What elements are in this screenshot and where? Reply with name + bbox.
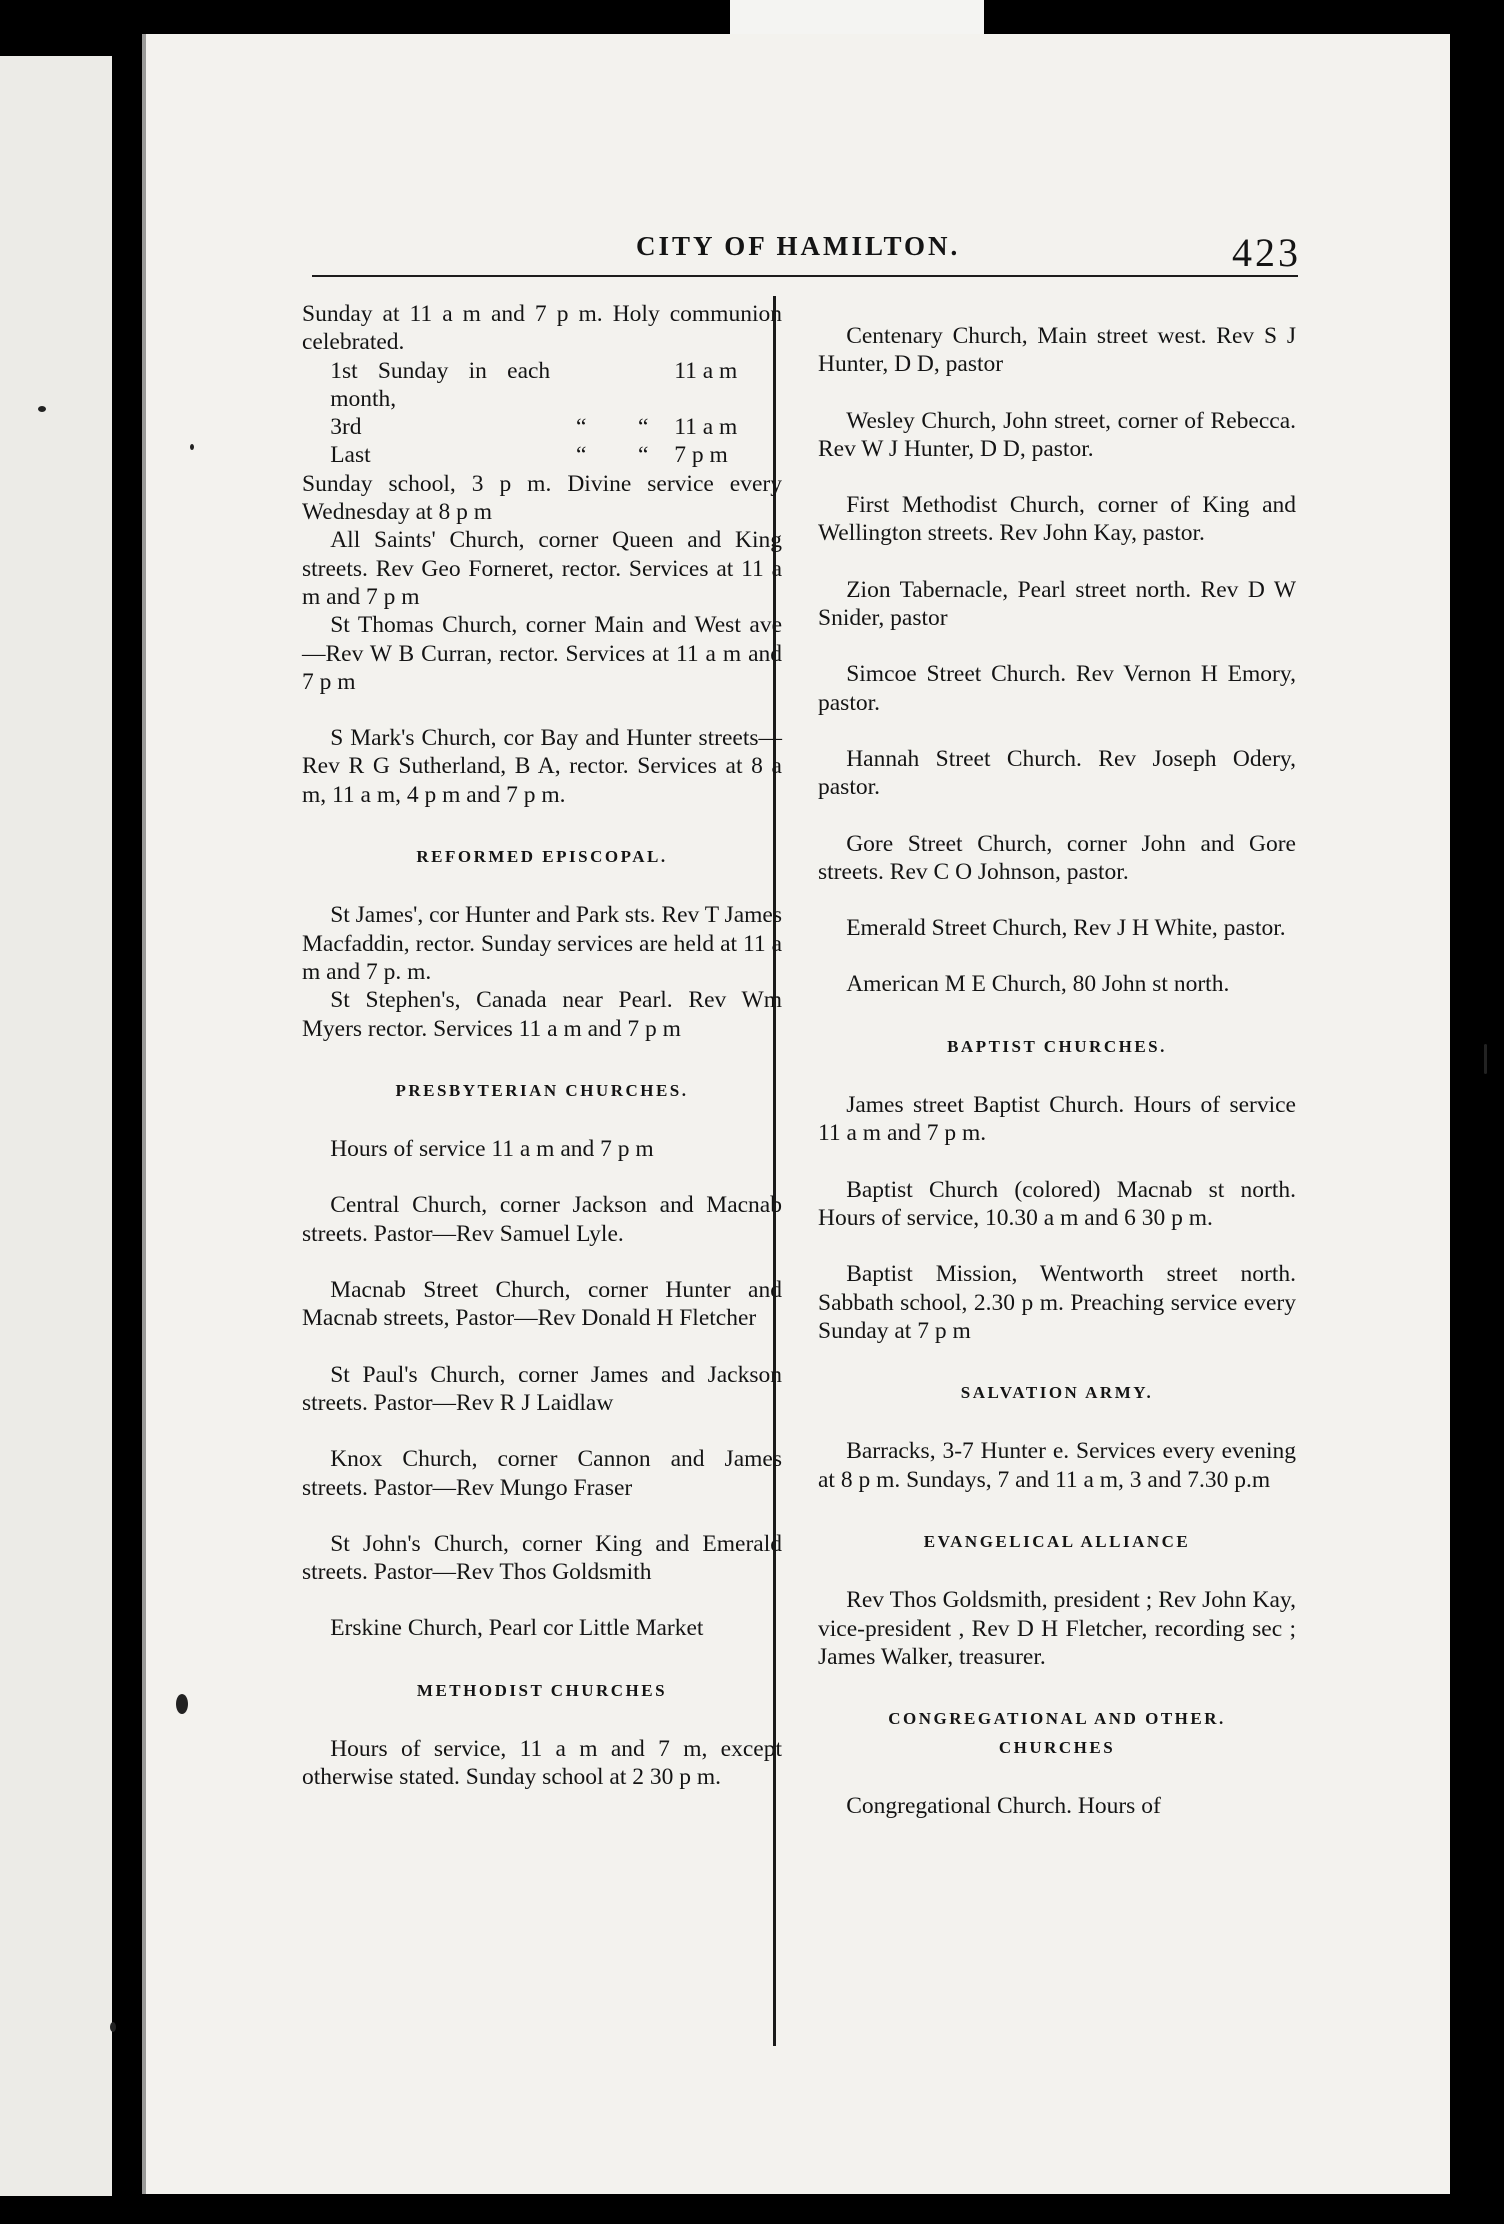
- schedule-label: 3rd: [330, 414, 362, 441]
- church-entry: St Paul's Church, corner James and Jackson streets. Pastor—Rev R J Laidlaw: [302, 1361, 782, 1416]
- church-entry: Baptist Church (colored) Macnab st north. Hours of service, 10.30 a m and 6 30 p m.: [818, 1176, 1296, 1231]
- section-heading-text: SALVATION ARMY.: [960, 1383, 1154, 1403]
- church-entry: Hannah Street Church. Rev Joseph Odery, pastor.: [818, 745, 1296, 801]
- section-heading: [818, 1033, 1296, 1061]
- section-heading-text: CONGREGATIONAL AND OTHER.: [888, 1709, 1226, 1729]
- church-entry: Baptist Mission, Wentworth street north. Sabbath school, 2.30 p m. Preaching service every Sunday at 7 p m: [818, 1261, 1296, 1344]
- church-entry: Centenary Church, Main street west. Rev S J Hunter, D D, pastor: [818, 323, 1296, 378]
- section-heading-text: CHURCHES: [998, 1737, 1116, 1757]
- section-heading: [818, 1379, 1296, 1407]
- church-entry: Zion Tabernacle, Pearl street north. Rev D W Snider, pastor: [818, 576, 1296, 632]
- officers-entry: Rev Thos Goldsmith, president ; Rev John Kay, vice-president , Rev D H Fletcher, recording sec ; James Walker, treasurer.: [818, 1587, 1296, 1670]
- church-entry: Barracks, 3-7 Hunter e. Services every evening at 8 p m. Sundays, 7 and 11 a m, 3 and 7.30 p.m: [818, 1438, 1296, 1493]
- facing-page-edge: [0, 56, 112, 2196]
- paragraph: Hours of service, 11 a m and 7 m, except otherwise stated. Sunday school at 2 30 p m.: [302, 1735, 782, 1791]
- schedule-row: [302, 441, 782, 469]
- page-header: [170, 197, 1300, 297]
- church-entry: All Saints' Church, corner Queen and King streets. Rev Geo Forneret, rector. Services at 11 a m and 7 p m: [302, 527, 782, 610]
- church-entry: St Stephen's, Canada near Pearl. Rev Wm Myers rector. Services 11 a m and 7 p m: [302, 987, 782, 1042]
- communion-schedule: [302, 357, 782, 470]
- church-entry: Macnab Street Church, corner Hunter and Macnab streets, Pastor—Rev Donald H Fletcher: [302, 1277, 782, 1332]
- church-entry: Erskine Church, Pearl cor Little Market: [330, 1615, 704, 1642]
- section-heading-text: EVANGELICAL ALLIANCE: [923, 1532, 1191, 1552]
- paragraph: Sunday school, 3 p m. Divine service every Wednesday at 8 p m: [302, 470, 782, 526]
- section-heading-text: METHODIST CHURCHES: [416, 1680, 668, 1700]
- church-entry: Congregational Church. Hours of: [846, 1792, 1161, 1819]
- ink-speck: [190, 444, 194, 450]
- section-heading-text: REFORMED EPISCOPAL.: [416, 847, 668, 867]
- left-column: [302, 300, 782, 1792]
- paragraph: Sunday at 11 a m and 7 p m. Holy communion celebrated.: [302, 301, 782, 356]
- header-rule: [312, 275, 1298, 277]
- schedule-label: Last: [330, 442, 371, 469]
- church-entry: American M E Church, 80 John st north.: [846, 971, 1230, 998]
- church-entry: Gore Street Church, corner John and Gore streets. Rev C O Johnson, pastor.: [818, 830, 1296, 885]
- schedule-time: 7 p m: [674, 442, 728, 469]
- church-entry: St Thomas Church, corner Main and West ave—Rev W B Curran, rector. Services at 11 a m and 7 p m: [302, 612, 782, 695]
- church-entry: S Mark's Church, cor Bay and Hunter streets—Rev R G Sutherland, B A, rector. Services at 8 a m, 11 a m, 4 p m and 7 p m.: [302, 725, 782, 808]
- church-entry: St John's Church, corner King and Emerald streets. Pastor—Rev Thos Goldsmith: [302, 1530, 782, 1586]
- ink-speck: [110, 2022, 116, 2032]
- ditto-mark: “: [575, 414, 587, 441]
- church-entry: Central Church, corner Jackson and Macnab streets. Pastor—Rev Samuel Lyle.: [302, 1192, 782, 1247]
- church-entry: Knox Church, corner Cannon and James streets. Pastor—Rev Mungo Fraser: [302, 1446, 782, 1501]
- section-heading: [302, 1677, 782, 1705]
- schedule-row: [302, 357, 782, 414]
- section-heading-text: PRESBYTERIAN CHURCHES.: [395, 1080, 689, 1100]
- schedule-time: 11 a m: [674, 357, 738, 384]
- church-entry: Simcoe Street Church. Rev Vernon H Emory, pastor.: [818, 661, 1296, 716]
- church-entry: James street Baptist Church. Hours of service 11 a m and 7 p m.: [818, 1092, 1296, 1147]
- ditto-mark: “: [637, 442, 649, 469]
- ink-speck: [1484, 1044, 1487, 1074]
- paragraph: Hours of service 11 a m and 7 p m: [330, 1136, 654, 1163]
- schedule-row: [302, 413, 782, 441]
- section-heading: [302, 1077, 782, 1105]
- section-heading: [302, 843, 782, 871]
- ditto-mark: [612, 357, 674, 414]
- church-entry: Wesley Church, John street, corner of Rebecca. Rev W J Hunter, D D, pastor.: [818, 407, 1296, 462]
- ink-speck: [38, 406, 46, 412]
- church-entry: First Methodist Church, corner of King and Wellington streets. Rev John Kay, pastor.: [818, 492, 1296, 547]
- ditto-mark: “: [637, 414, 649, 441]
- ditto-mark: “: [575, 442, 587, 469]
- schedule-label: 1st Sunday in each month,: [330, 357, 551, 412]
- section-heading-text: BAPTIST CHURCHES.: [947, 1036, 1167, 1056]
- running-title: CITY OF HAMILTON.: [636, 231, 961, 261]
- church-entry: Emerald Street Church, Rev J H White, pastor.: [846, 915, 1286, 942]
- right-column: [818, 300, 1296, 1820]
- ink-speck: [176, 1694, 188, 1714]
- schedule-time: 11 a m: [674, 414, 738, 441]
- section-heading: [818, 1705, 1296, 1762]
- section-heading: [818, 1528, 1296, 1556]
- church-entry: St James', cor Hunter and Park sts. Rev T James Macfaddin, rector. Sunday services are held at 11 a m and 7 p. m.: [302, 902, 782, 985]
- scan-top-tab: [730, 0, 984, 38]
- page-number: 423: [1232, 230, 1301, 275]
- ditto-mark: [550, 357, 612, 414]
